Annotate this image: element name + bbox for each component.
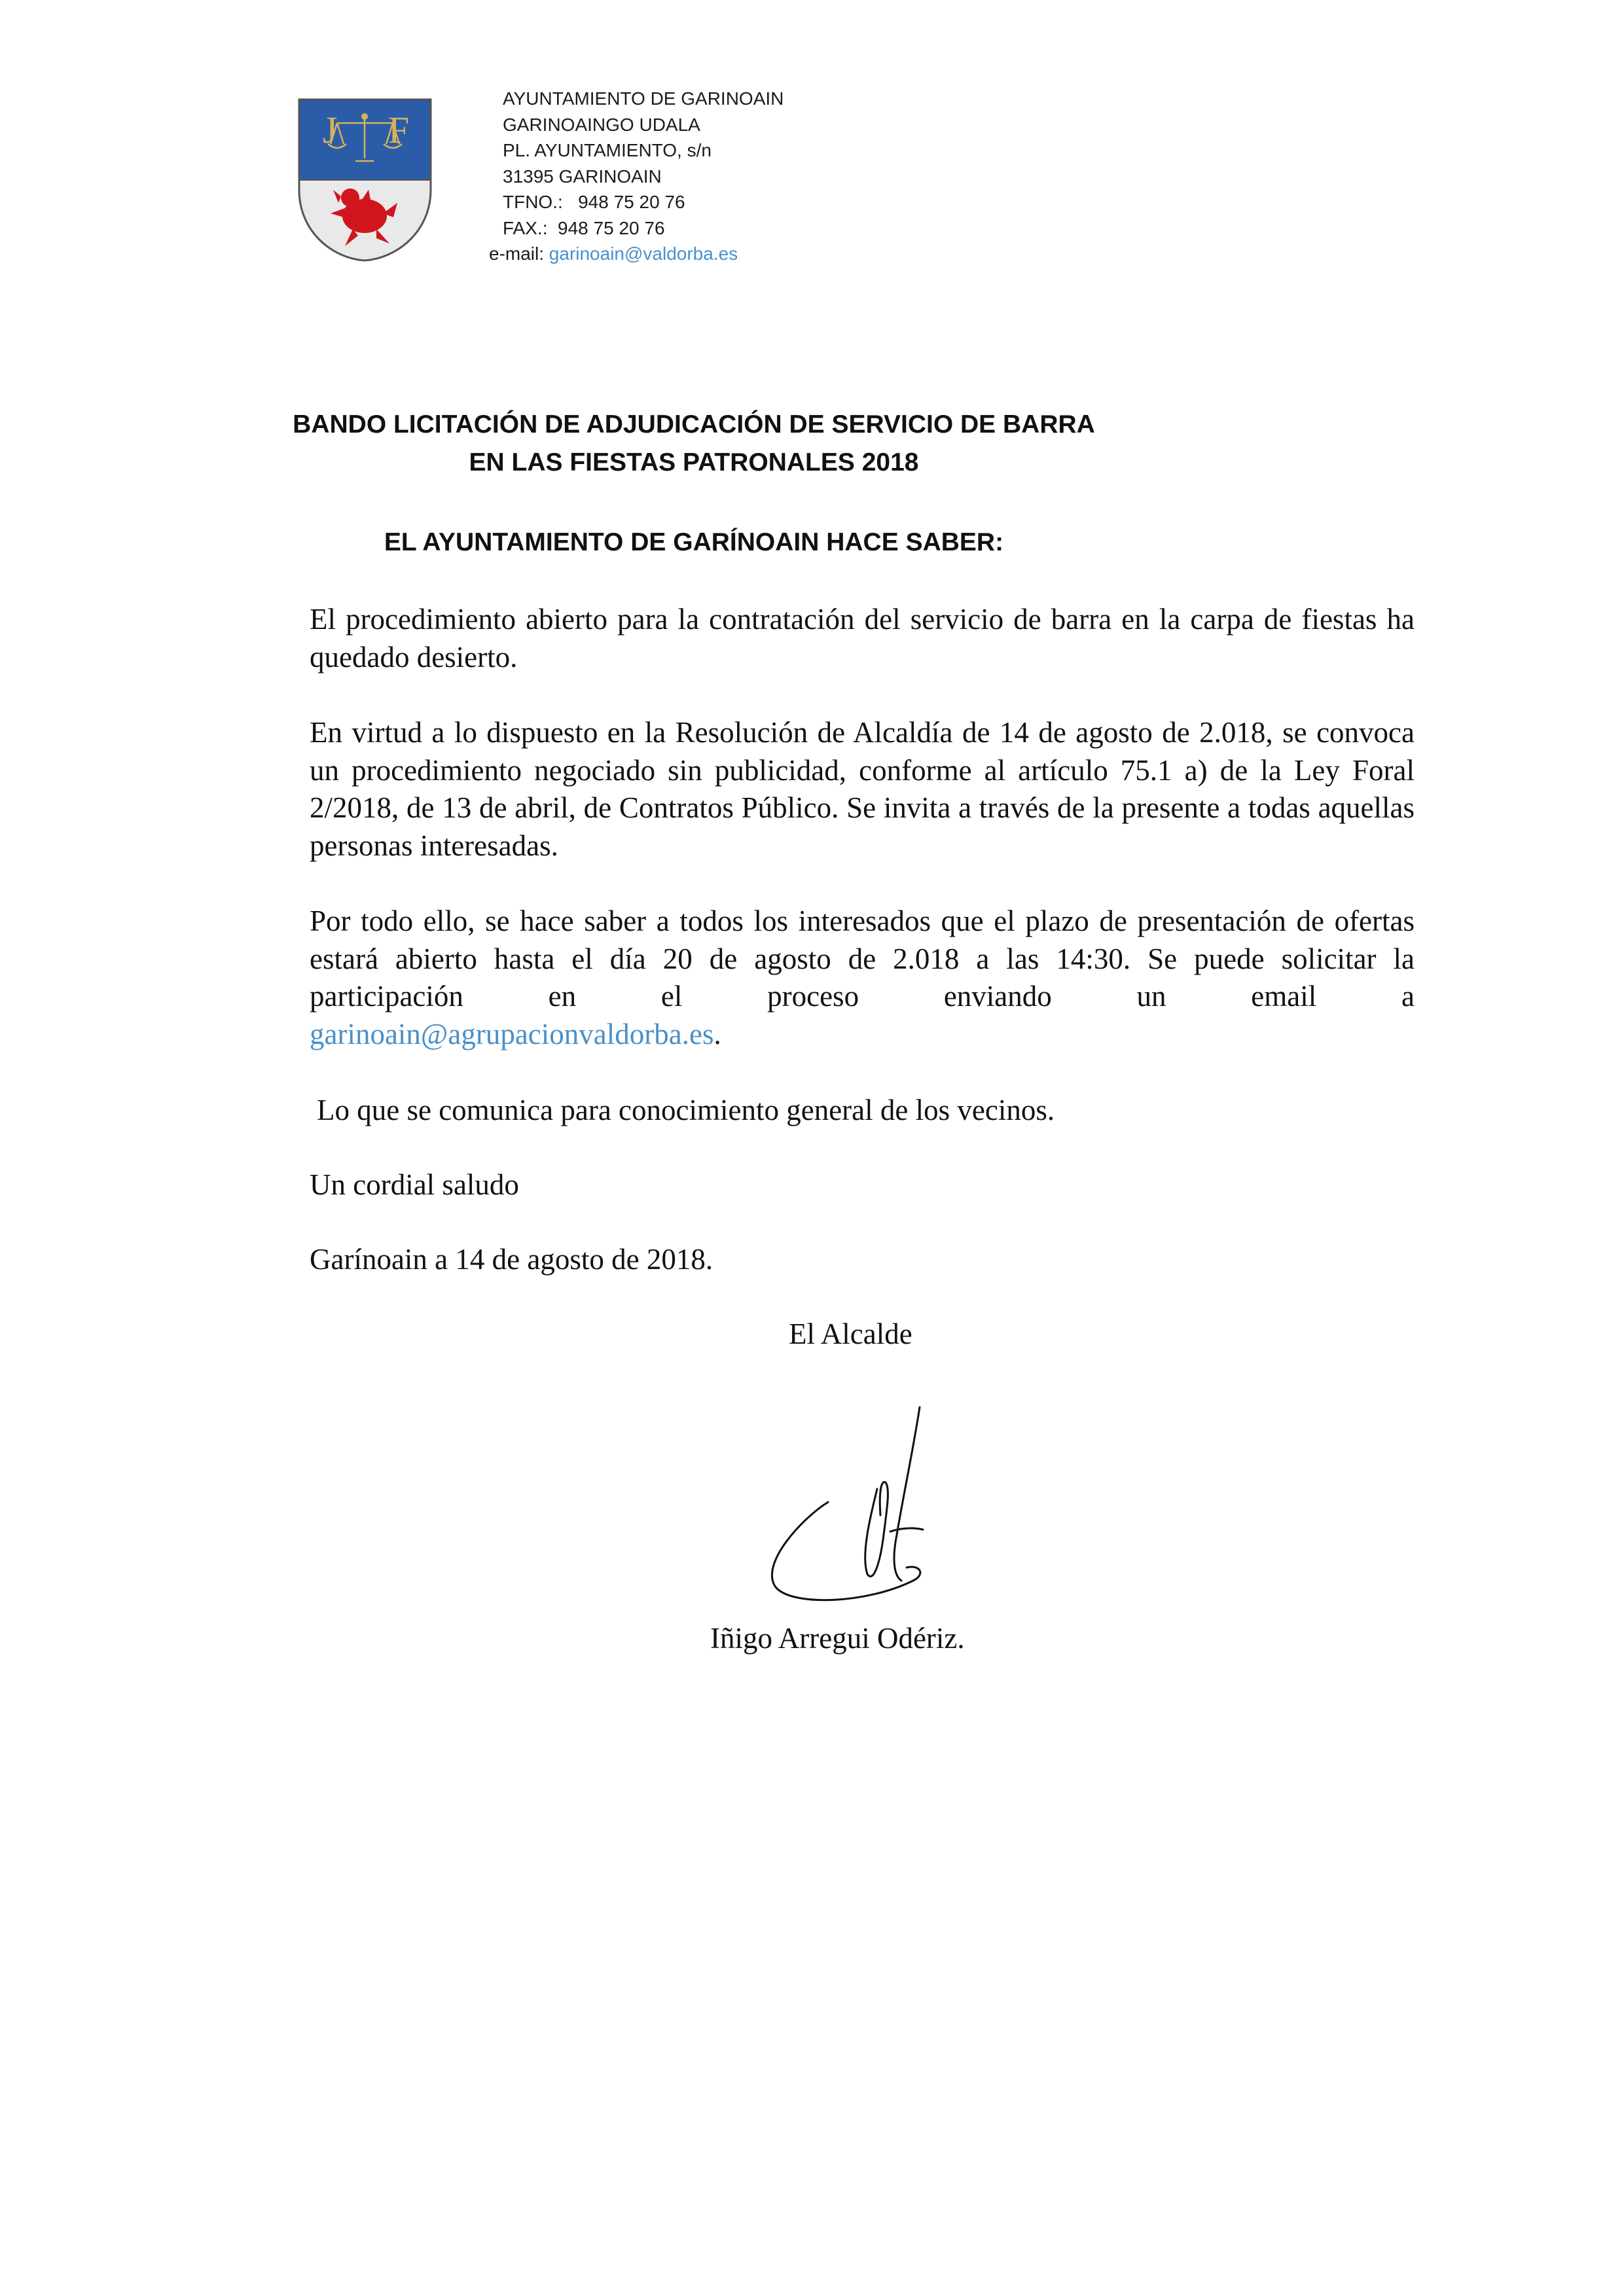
municipal-crest-logo bbox=[298, 98, 432, 262]
fax-number: FAX.: 948 75 20 76 bbox=[503, 217, 665, 238]
paragraph-communication: Lo que se comunica para conocimiento general de los vecinos. bbox=[317, 1094, 1055, 1126]
document-subtitle: EL AYUNTAMIENTO DE GARÍNOAIN HACE SABER: bbox=[384, 528, 1004, 556]
paragraph-negotiated-procedure: En virtud a lo dispuesto en la Resolución de Alcaldía de 14 de agosto de 2.018, se convoca un procedimiento negociado sin publicidad, conforme al artículo 75.1 a) de la Ley Foral 2/2018, de 13 de abril, de Contratos Público. Se invita a través de la presente a todas aquellas personas interesadas. bbox=[310, 716, 1415, 862]
paragraph-deadline-text: Por todo ello, se hace saber a todos los interesados que el plazo de presentación de ofertas estará abierto hasta el día 20 de agosto de 2.018 a las 14:30. Se puede solicitar la participación en el proceso enviando un email a bbox=[310, 905, 1415, 1013]
council-name-basque: GARINOAINGO UDALA bbox=[503, 114, 700, 135]
date-line: Garínoain a 14 de agosto de 2018. bbox=[310, 1243, 713, 1276]
letterhead-address bbox=[489, 86, 784, 267]
paragraph-tender-deserted: El procedimiento abierto para la contratación del servicio de barra en la carpa de fiestas ha quedado desierto. bbox=[310, 603, 1415, 673]
crest-letter-j: J bbox=[323, 109, 338, 151]
paragraph-deadline-email-line bbox=[310, 1016, 1415, 1054]
council-name: AYUNTAMIENTO DE GARINOAIN bbox=[503, 88, 784, 109]
phone-number: TFNO.: 948 75 20 76 bbox=[503, 192, 685, 212]
crest-letter-f: F bbox=[388, 109, 410, 151]
paragraph-deadline-end: . bbox=[713, 1017, 721, 1050]
email-label: e-mail: bbox=[489, 243, 549, 264]
paragraph-deadline bbox=[310, 903, 1415, 1053]
applications-email-link[interactable]: garinoain@agrupacionvaldorba.es bbox=[310, 1017, 714, 1050]
email-line bbox=[489, 241, 784, 267]
signatory-title: El Alcalde bbox=[789, 1318, 912, 1350]
greeting: Un cordial saludo bbox=[310, 1168, 519, 1201]
handwritten-signature bbox=[763, 1404, 972, 1613]
street-address: PL. AYUNTAMIENTO, s/n bbox=[503, 140, 712, 160]
postal-city: 31395 GARINOAIN bbox=[503, 166, 662, 187]
signatory-name: Iñigo Arregui Odériz. bbox=[710, 1622, 965, 1655]
council-email-link[interactable]: garinoain@valdorba.es bbox=[549, 243, 738, 264]
document-title: BANDO LICITACIÓN DE ADJUDICACIÓN DE SERVICIO DE BARRA EN LAS FIESTAS PATRONALES 2018 bbox=[293, 410, 1095, 476]
